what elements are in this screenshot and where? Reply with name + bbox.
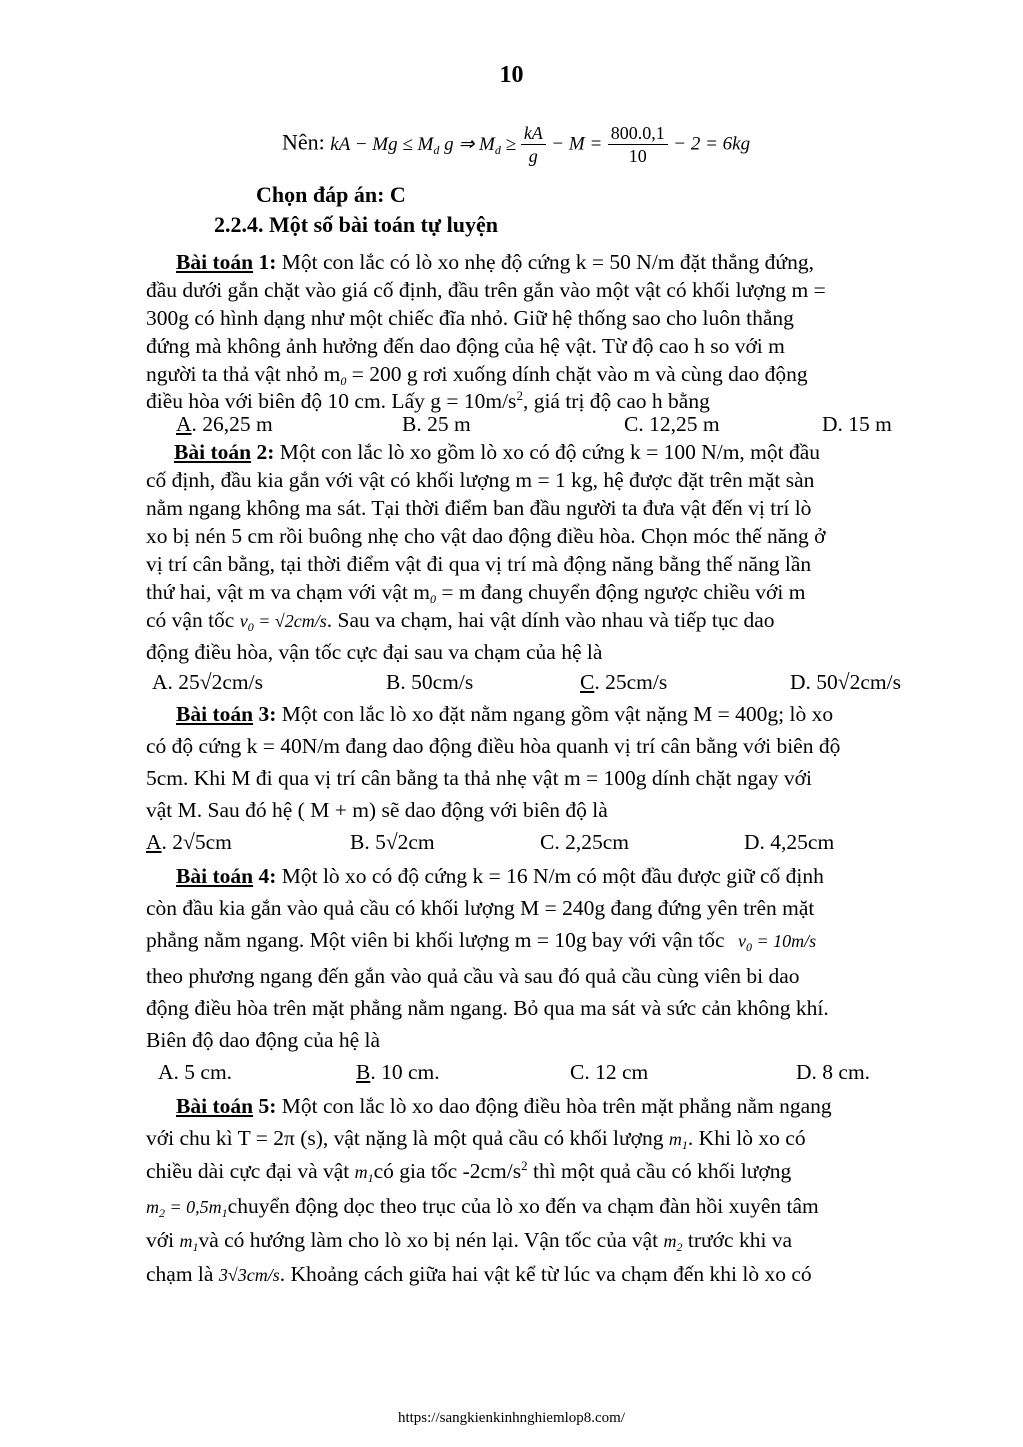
problem-5-line-2: với chu kì T = 2π (s), vật nặng là một quả cầu có khối lượng $m_1$. Khi lò xo có: [146, 1126, 806, 1152]
problem-5-line-6: chạm là 3√3cm/s. Khoảng cách giữa hai vật kể từ lúc va chạm đến khi lò xo có: [146, 1262, 812, 1286]
problem-4-line-3: phẳng nằm ngang. Một viên bi khối lượng m = 10g bay với vận tốc $v_0 = 10m/s$: [146, 928, 817, 954]
problem-2-line-3: nằm ngang không ma sát. Tại thời điểm ban đầu người ta đưa vật đến vị trí lò: [146, 496, 812, 520]
velocity-expression: 3√3cm/s: [218, 1265, 280, 1285]
problem-2-line-7: có vận tốc $v_0 = √2cm/s$. Sau va chạm, hai vật dính vào nhau và tiếp tục dao: [146, 608, 775, 634]
problem-5-line-1: Bài toán 5: Một con lắc lò xo dao động điều hòa trên mặt phẳng nằm ngang: [176, 1094, 832, 1118]
formula-mid: − M =: [551, 133, 603, 155]
problem-4-line-2: còn đầu kia gắn vào quả cầu có khối lượng M = 240g đang đứng yên trên mặt: [146, 896, 815, 920]
problem-5-line-5: với $m_1và$ có hướng làm cho lò xo bị nén lại. Vận tốc của vật $m_2$ trước khi va: [146, 1228, 793, 1254]
problem-4-option-c: C. 12 cm: [570, 1060, 649, 1084]
fraction-ka-over-g: $\frac{kA}{g}$: [521, 122, 546, 167]
problem-2-option-a: A. 25√2cm/s: [152, 670, 263, 694]
problem-4-option-a: A. 5 cm.: [158, 1060, 233, 1084]
problem-2-line-1: Bài toán 2: Một con lắc lò xo gồm lò xo có độ cứng k = 100 N/m, một đầu: [174, 440, 821, 464]
formula-prefix: Nên:: [282, 129, 325, 155]
problem-3-option-c: C. 2,25cm: [540, 830, 629, 854]
problem-3-line-3: 5cm. Khi M đi qua vị trí cân bằng ta thả nhẹ vật m = 100g dính chặt ngay với: [146, 766, 812, 790]
formula-line: [282, 122, 750, 182]
fraction-numeric: $\frac{800.0,1}{10}$: [608, 122, 668, 167]
problem-1-line-6: điều hòa với biên độ 10 cm. Lấy $g = 10m/s^2$, giá trị độ cao h bằng: [146, 388, 710, 414]
footer-url[interactable]: https://sangkienkinhnghiemlop8.com/: [397, 1410, 626, 1426]
section-heading: 2.2.4. Một số bài toán tự luyện: [214, 212, 498, 237]
problem-5-line-3: chiều dài cực đại và vật $m_1có$ gia tốc $-2cm/s^2$ thì một quả cầu có khối lượng: [146, 1158, 792, 1186]
problem-5-line-4: $m_2$ = $0,5m_1chuyển$ động dọc theo trục của lò xo đến va chạm đàn hồi xuyên tâm: [146, 1194, 819, 1220]
problem-2-line-5: vị trí cân bằng, tại thời điểm vật đi qua vị trí mà động năng bằng thế năng lần: [146, 552, 812, 576]
mass-m2: $m_2$: [663, 1231, 683, 1254]
problem-1-line-3: 300g có hình dạng như một chiếc đĩa nhỏ. Giữ hệ thống sao cho luôn thẳng: [146, 306, 794, 330]
mass-m2-expression: $m_2 = 0,5m_1$: [146, 1197, 228, 1220]
velocity-expression: $v_0 = √2cm/s$: [239, 611, 327, 634]
velocity-expression: $v_0 = 10m/s$: [737, 931, 817, 954]
problem-2-line-8: động điều hòa, vận tốc cực đại sau va chạm của hệ là: [146, 640, 603, 664]
problem-1-line-4: đứng mà không ảnh hưởng đến dao động của hệ vật. Từ độ cao h so với m: [146, 334, 785, 358]
formula-lhs: kA − $Mg \le M_d$ g ⇒ $M_d$ ≥: [330, 133, 517, 157]
problem-4-line-1: Bài toán 4: Một lò xo có độ cứng k = 16 N/m có một đầu được giữ cố định: [176, 864, 824, 888]
problem-1-option-b: B. 25 m: [402, 412, 471, 436]
problem-4-option-d: D. 8 cm.: [796, 1060, 871, 1084]
problem-4-option-b: B. 10 cm.: [356, 1060, 440, 1084]
problem-2-option-d: D. 50√2cm/s: [790, 670, 901, 694]
page-number: 10: [499, 62, 524, 88]
problem-2-line-6: thứ hai, vật m va chạm với vật $m_0 = m$ đang chuyển động ngược chiều với m: [146, 580, 806, 606]
problem-2-line-4: xo bị nén 5 cm rồi buông nhẹ cho vật dao động điều hòa. Chọn móc thế năng ở: [146, 524, 826, 548]
problem-2-line-2: cố định, đầu kia gắn với vật có khối lượng m = 1 kg, hệ được đặt trên mặt sàn: [146, 468, 815, 492]
problem-2-option-c: C. 25cm/s: [580, 670, 668, 694]
problem-3-line-1: Bài toán 3: Một con lắc lò xo đặt nằm ngang gồm vật nặng M = 400g; lò xo: [176, 702, 834, 726]
problem-3-line-2: có độ cứng k = 40N/m đang dao động điều hòa quanh vị trí cân bằng với biên độ: [146, 734, 841, 758]
problem-4-line-4: theo phương ngang đến gắn vào quả cầu và sau đó quả cầu cùng viên bi dao: [146, 964, 800, 988]
problem-3-line-4: vật M. Sau đó hệ ( M + m) sẽ dao động với biên độ là: [146, 798, 608, 822]
mass-m1: $m_1$: [354, 1162, 374, 1186]
problem-3-option-a: A. 2√5cm: [146, 830, 232, 854]
mass-m1: $m_1$: [668, 1129, 688, 1152]
problem-1-option-d: D. 15 m: [822, 412, 892, 436]
formula-tail: − 2 = 6kg: [673, 133, 751, 155]
problem-4-line-5: động điều hòa trên mặt phẳng nằm ngang. Bỏ qua ma sát và sức cản không khí.: [146, 996, 829, 1020]
problem-1-option-c: C. 12,25 m: [624, 412, 720, 436]
problem-2-option-b: B. 50cm/s: [386, 670, 474, 694]
problem-1-option-a: A. 26,25 m: [176, 412, 273, 436]
problem-3-option-d: D. 4,25cm: [744, 830, 835, 854]
problem-4-line-6: Biên độ dao động của hệ là: [146, 1028, 381, 1052]
problem-1-line-2: đầu dưới gắn chặt vào giá cố định, đầu trên gắn vào một vật có khối lượng m =: [146, 278, 826, 302]
answer-label: Chọn đáp án: C: [256, 182, 406, 207]
problem-1-line-5: người ta thả vật nhỏ $m_0 = 200$ g rơi xuống dính chặt vào m và cùng dao động: [146, 362, 808, 388]
problem-3-option-b: B. 5√2cm: [350, 830, 435, 854]
problem-1-line-1: Bài toán 1: Một con lắc có lò xo nhẹ độ cứng k = 50 N/m đặt thẳng đứng,: [176, 250, 814, 274]
mass-m1: $m_1$: [179, 1231, 199, 1254]
